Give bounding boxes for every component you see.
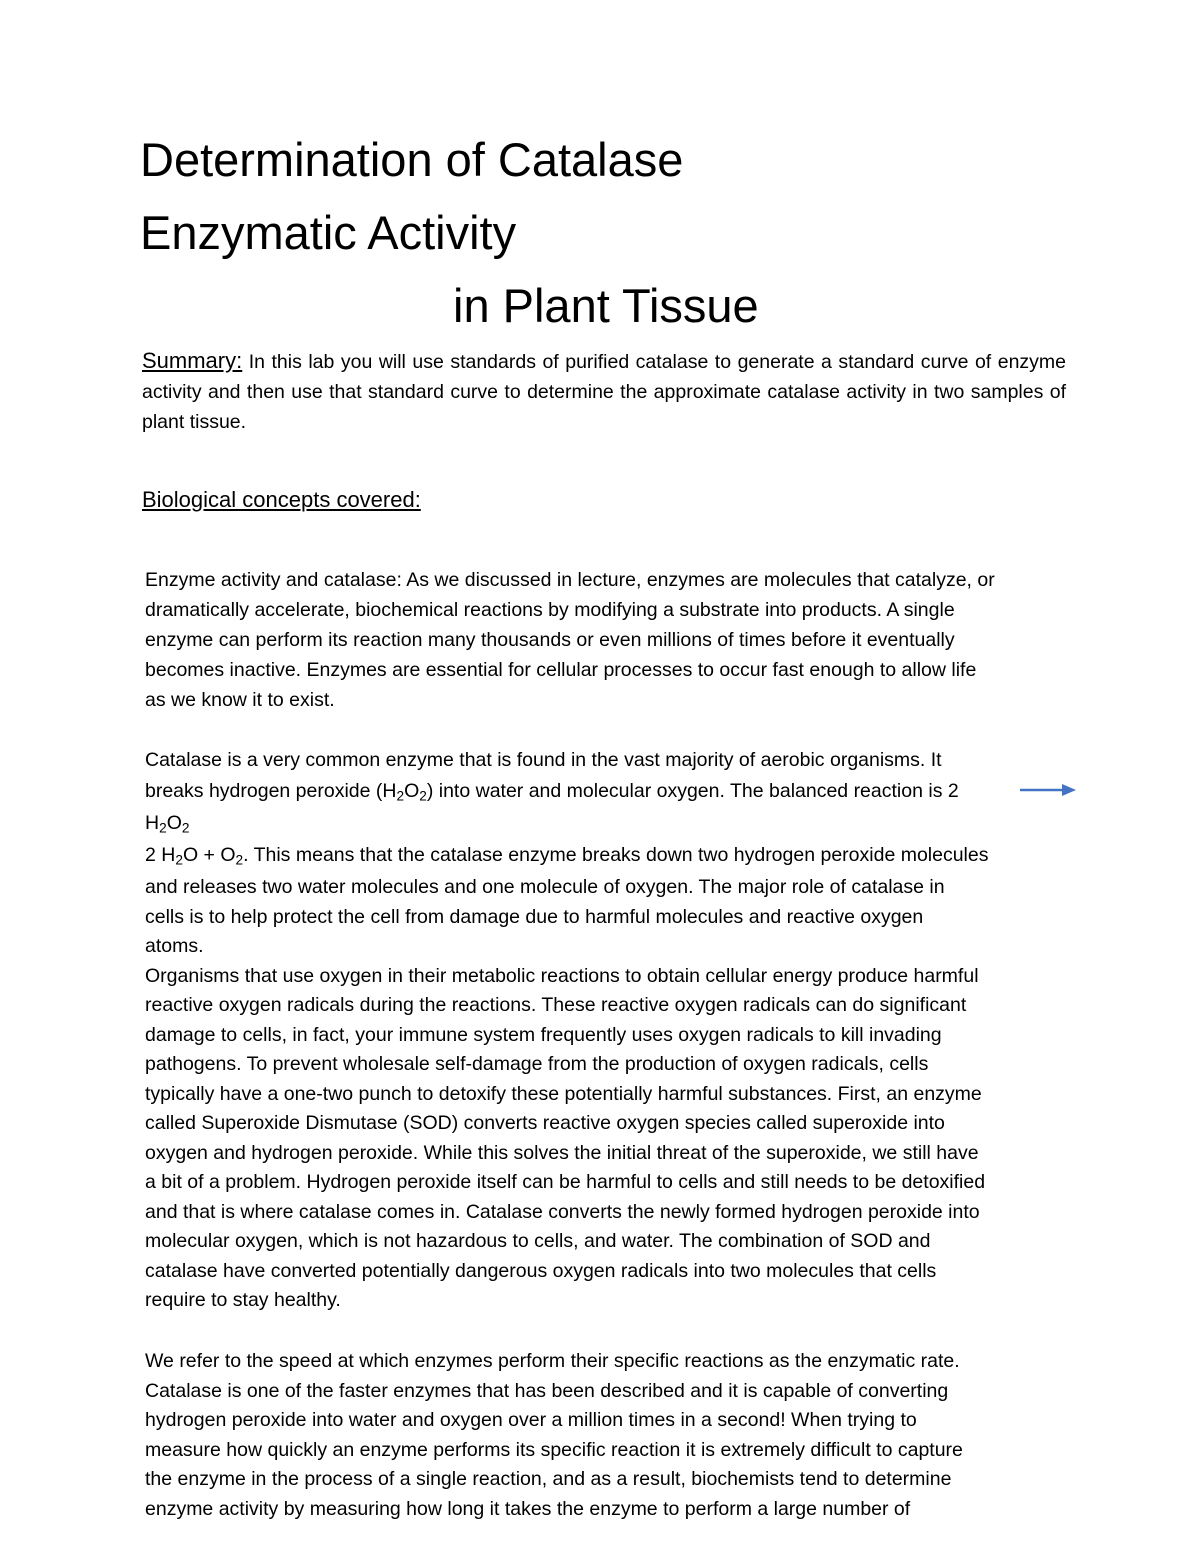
text-line: require to stay healthy. <box>145 1289 341 1311</box>
text-line: pathogens. To prevent wholesale self-damage from the production of oxygen radicals, cells <box>145 1053 929 1075</box>
reactant-formula: $H_2O_2$ <box>145 812 190 836</box>
text-line: typically have a one-two punch to detoxify these potentially harmful substances. First, an enzyme <box>145 1083 982 1105</box>
text-line: Catalase is a very common enzyme that is found in the vast majority of aerobic organisms. It <box>145 749 942 771</box>
text-line: Enzyme activity and catalase: As we discussed in lecture, enzymes are molecules that catalyze, or <box>145 569 995 591</box>
text-line: We refer to the speed at which enzymes perform their specific reactions as the enzymatic rate. <box>145 1350 960 1372</box>
text-line: Organisms that use oxygen in their metabolic reactions to obtain cellular energy produce harmful <box>145 965 979 987</box>
product-formula-line: 2 $H_2O + O_2$. This means that the catalase enzyme breaks down two hydrogen peroxide molecules <box>145 844 989 868</box>
text-line: reactive oxygen radicals during the reactions. These reactive oxygen radicals can do significant <box>145 994 967 1016</box>
text-line: molecular oxygen, which is not hazardous to cells, and water. The combination of SOD and <box>145 1230 931 1252</box>
text-line: a bit of a problem. Hydrogen peroxide itself can be harmful to cells and still needs to be detoxified <box>145 1171 986 1193</box>
reaction-line: breaks hydrogen peroxide $(H_2O_2)$ into water and molecular oxygen. The balanced reaction is 2 <box>145 780 959 804</box>
text-line: and that is where catalase comes in. Catalase converts the newly formed hydrogen peroxide into <box>145 1201 980 1223</box>
text-line: damage to cells, in fact, your immune system frequently uses oxygen radicals to kill invading <box>145 1024 942 1046</box>
text-line: Catalase is one of the faster enzymes that has been described and it is capable of converting <box>145 1380 949 1402</box>
summary-label: Summary: <box>142 348 243 373</box>
summary-paragraph <box>142 346 1066 437</box>
text-line: becomes inactive. Enzymes are essential for cellular processes to occur fast enough to allow life <box>145 659 977 681</box>
text-line: called Superoxide Dismutase (SOD) converts reactive oxygen species called superoxide into <box>145 1112 945 1134</box>
text-line: as we know it to exist. <box>145 689 335 711</box>
text-line: enzyme activity by measuring how long it takes the enzyme to perform a large number of <box>145 1498 911 1520</box>
text-line: dramatically accelerate, biochemical reactions by modifying a substrate into products. A single <box>145 599 955 621</box>
title-line-2: Enzymatic Activity <box>140 206 517 259</box>
text-line: cells is to help protect the cell from damage due to harmful molecules and reactive oxygen <box>145 906 924 928</box>
text-line: the enzyme in the process of a single reaction, and as a result, biochemists tend to determine <box>145 1468 952 1490</box>
text-line: enzyme can perform its reaction many thousands or even millions of times before it eventually <box>145 629 955 651</box>
text-line: hydrogen peroxide into water and oxygen over a million times in a second! When trying to <box>145 1409 917 1431</box>
summary-text: In this lab you will use standards of purified catalase to generate a standard curve of enzyme activity and then use that standard curve to determine the approximate catalase activity in two samples of plant tissue. <box>142 351 1066 433</box>
text-line: oxygen and hydrogen peroxide. While this solves the initial threat of the superoxide, we still have <box>145 1142 979 1164</box>
reaction-arrow-icon <box>1018 781 1078 799</box>
title-line-3: in Plant Tissue <box>453 279 759 332</box>
text-line: atoms. <box>145 935 204 957</box>
text-line: and releases two water molecules and one molecule of oxygen. The major role of catalase in <box>145 876 945 898</box>
text-line: measure how quickly an enzyme performs its specific reaction it is extremely difficult to capture <box>145 1439 963 1461</box>
text-line: catalase have converted potentially dangerous oxygen radicals into two molecules that cells <box>145 1260 937 1282</box>
title-line-1: Determination of Catalase <box>140 133 684 186</box>
concepts-heading: Biological concepts covered: <box>142 487 421 512</box>
